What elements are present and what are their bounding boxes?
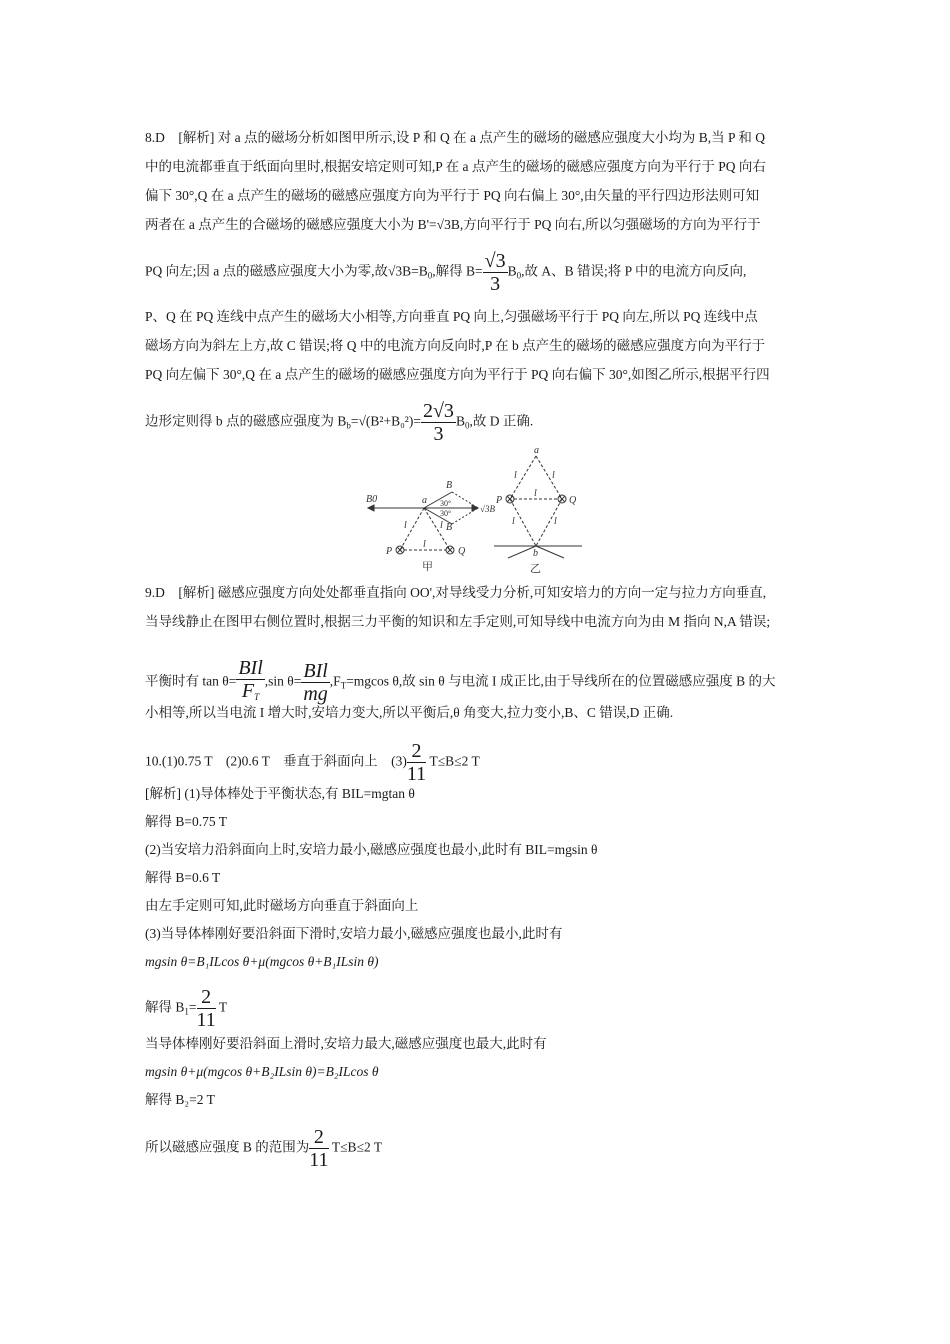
label-a-yi: a bbox=[534, 445, 539, 456]
q10-b1-fraction bbox=[197, 986, 216, 1031]
label-l-yi-3: l bbox=[534, 488, 537, 499]
q8-line-2: 中的电流都垂直于纸面向里时,根据安培定则可知,P 在 a 点产生的磁场的磁感应强度方向为平行于 PQ 向右 bbox=[145, 159, 766, 174]
q9-ft-sub: T bbox=[340, 680, 347, 691]
q10-head-num: 2 bbox=[407, 740, 426, 763]
q10-line-11: 解得 B₂=2 T bbox=[145, 1092, 215, 1107]
q8-frac2-num: 2√3 bbox=[422, 400, 454, 422]
label-a-jia: a bbox=[422, 495, 427, 506]
q9-line-3-text-d: =mgcos θ,故 sin θ 与电流 I 成正比,由于导线所在的位置磁感应强度 B 的大 bbox=[346, 673, 776, 689]
q8-line-5 bbox=[145, 250, 810, 295]
q9-f2-den: mg bbox=[303, 683, 328, 705]
dash-a-to-q-yi bbox=[536, 456, 562, 499]
q9-line-3-text-c: ,F bbox=[329, 673, 341, 689]
q8-line-5-text-c: B bbox=[507, 263, 517, 279]
label-l-yi-5: l bbox=[554, 516, 557, 527]
label-l-yi-2: l bbox=[552, 470, 555, 481]
q9-fraction-tan bbox=[236, 657, 264, 708]
b0-arrowhead bbox=[368, 505, 374, 511]
q10-range-fraction bbox=[309, 1126, 328, 1171]
parallelogram-dash-2 bbox=[452, 508, 478, 524]
label-angle-30-upper: 30° bbox=[440, 499, 452, 508]
q9-line-3-text-b: ,sin θ= bbox=[264, 673, 302, 689]
q9-f1-num: BIl bbox=[238, 657, 263, 679]
q10-head-text-a: 10.(1)0.75 T (2)0.6 T 垂直于斜面向上 (3) bbox=[145, 753, 407, 769]
q9-f1-den-main: F bbox=[241, 680, 255, 702]
label-l-yi-1: l bbox=[514, 470, 517, 481]
q9-f2-num: BIl bbox=[303, 660, 328, 682]
q10-head bbox=[145, 740, 810, 785]
b-arrow-right bbox=[536, 546, 564, 558]
q10-line-8-text-a: 解得 B bbox=[145, 999, 185, 1015]
q8-line-5-text-d: ,故 A、B 错误;将 P 中的电流方向反向, bbox=[521, 263, 747, 279]
q10-line-4: 解得 B=0.6 T bbox=[145, 870, 221, 885]
q10-b1-num: 2 bbox=[197, 986, 216, 1009]
q10-line-1: [解析] (1)导体棒处于平衡状态,有 BIL=mgtan θ bbox=[145, 786, 415, 801]
q8-line-9-text-d: ,故 D 正确. bbox=[469, 413, 534, 429]
b-arrow-left bbox=[508, 546, 536, 558]
parallelogram-dash-1 bbox=[452, 492, 478, 508]
q8-line-5-text-a: PQ 向左;因 a 点的磁感应强度大小为零,故√3B=B bbox=[145, 263, 428, 279]
label-l-right: l bbox=[440, 520, 443, 531]
label-angle-30-lower: 30° bbox=[440, 509, 452, 518]
q9-line-3-text-a: 平衡时有 tan θ= bbox=[145, 673, 237, 689]
q10-line-2: 解得 B=0.75 T bbox=[145, 814, 227, 829]
caption-yi: 乙 bbox=[530, 563, 541, 575]
q9-line-2: 当导线静止在图甲右侧位置时,根据三力平衡的知识和左手定则,可知导线中电流方向为由 M 指向 N,A 错误; bbox=[145, 614, 771, 629]
q8-line-9-text-b: =√(B²+B₀²)= bbox=[350, 413, 421, 429]
q8-frac-den: 3 bbox=[490, 273, 501, 295]
q9-line-3 bbox=[145, 657, 810, 708]
q10-line-12 bbox=[145, 1126, 810, 1171]
label-p-yi: P bbox=[496, 495, 503, 506]
q8-line-6: P、Q 在 PQ 连线中点产生的磁场大小相等,方向垂直 PQ 向上,匀强磁场平行于 PQ 向左,所以 PQ 连线中点 bbox=[145, 309, 758, 324]
q10-head-fraction bbox=[407, 740, 426, 785]
q10-line-3: (2)当安培力沿斜面向上时,安培力最小,磁感应强度也最小,此时有 BIL=mgsin θ bbox=[145, 842, 598, 857]
q8-line-5-text-b: ,解得 B= bbox=[432, 263, 483, 279]
q10-range-den: 11 bbox=[309, 1149, 329, 1171]
q8-b0-sub-3: 0 bbox=[464, 420, 470, 431]
q8-b0-sub: 0 bbox=[427, 270, 433, 281]
q10-line-5: 由左手定则可知,此时磁场方向垂直于斜面向上 bbox=[145, 898, 419, 913]
label-l-bottom: l bbox=[423, 539, 426, 550]
label-q-yi: Q bbox=[569, 495, 577, 506]
q10-line-10: mgsin θ+μ(mgcos θ+B₂ILsin θ)=B₂ILcos θ bbox=[145, 1064, 379, 1079]
q10-line-7: mgsin θ=B₁ILcos θ+μ(mgcos θ+B₁ILsin θ) bbox=[145, 954, 379, 969]
label-q-jia: Q bbox=[458, 546, 466, 557]
q8-line-8: PQ 向左偏下 30°,Q 在 a 点产生的磁场的磁感应强度方向为平行于 PQ 向右偏下 30°,如图乙所示,根据平行四 bbox=[145, 367, 770, 382]
q9-fraction-sin bbox=[301, 660, 329, 705]
q8-b0-sub-2: 0 bbox=[516, 270, 522, 281]
label-b-yi: b bbox=[533, 548, 538, 559]
label-b-top: B bbox=[446, 480, 453, 491]
label-sqrt3b: √3B bbox=[480, 504, 495, 514]
q8-fraction-2sqrt3-over-3 bbox=[421, 400, 456, 445]
q10-b1-den: 11 bbox=[196, 1009, 216, 1031]
q8-line-4: 两者在 a 点产生的合磁场的磁感应强度大小为 B'=√3B,方向平行于 PQ 向右,所以匀强磁场的方向为平行于 bbox=[145, 217, 761, 232]
figure-yi bbox=[484, 442, 594, 576]
q10-head-text-b: T≤B≤2 T bbox=[426, 753, 480, 769]
label-b-bottom: B bbox=[446, 522, 453, 533]
dash-q-to-b bbox=[536, 499, 562, 546]
q8-line-9-text-a: 边形定则得 b 点的磁感应强度为 B bbox=[145, 413, 347, 429]
q8-frac-num: √3 bbox=[484, 250, 506, 272]
q9-line-1: 9.D [解析] 磁感应强度方向处处都垂直指向 OO',对导线受力分析,可知安培力的方向一定与拉力方向垂直, bbox=[145, 585, 767, 600]
q10-head-den: 11 bbox=[406, 763, 427, 785]
q8-line-1: 8.D [解析] 对 a 点的磁场分析如图甲所示,设 P 和 Q 在 a 点产生的磁场的磁感应强度大小均为 B,当 P 和 Q bbox=[145, 130, 765, 145]
q10-line-8 bbox=[145, 986, 810, 1031]
q8-fraction-sqrt3-over-3 bbox=[483, 250, 508, 295]
q8-line-3: 偏下 30°,Q 在 a 点产生的磁场的磁感应强度方向为平行于 PQ 向右偏上 30°,由矢量的平行四边形法则可知 bbox=[145, 188, 760, 203]
q8-line-9-text-c: B bbox=[455, 413, 465, 429]
q8-bb-sub: b bbox=[346, 420, 351, 431]
label-l-yi-4: l bbox=[512, 516, 515, 527]
caption-jia: 甲 bbox=[422, 561, 433, 573]
label-l-left: l bbox=[404, 520, 407, 531]
q8-frac2-den: 3 bbox=[433, 423, 444, 445]
q10-line-12-text-b: T≤B≤2 T bbox=[328, 1139, 383, 1155]
label-b0: B0 bbox=[366, 494, 378, 505]
q8-line-7: 磁场方向为斜左上方,故 C 错误;将 Q 中的电流方向反向时,P 在 b 点产生的磁场的磁感应强度方向为平行于 bbox=[145, 338, 766, 353]
label-p-jia: P bbox=[386, 546, 393, 557]
q10-line-9: 当导体棒刚好要沿斜面上滑时,安培力最大,磁感应强度也最大,此时有 bbox=[145, 1036, 547, 1051]
q10-line-8-text-c: T bbox=[215, 999, 228, 1015]
q10-line-8-text-b: = bbox=[188, 999, 197, 1015]
q9-f1-den-sub: T bbox=[254, 692, 260, 702]
figure-jia bbox=[360, 468, 503, 578]
q8-line-9 bbox=[145, 400, 810, 445]
q10-line-6: (3)当导体棒刚好要沿斜面下滑时,安培力最小,磁感应强度也最小,此时有 bbox=[145, 926, 563, 941]
q10-b1-sub: 1 bbox=[184, 1006, 189, 1017]
q10-line-12-text-a: 所以磁感应强度 B 的范围为 bbox=[145, 1139, 310, 1155]
q9-line-4: 小相等,所以当电流 I 增大时,安培力变大,所以平衡后,θ 角变大,拉力变小,B、C 错误,D 正确. bbox=[145, 705, 674, 720]
q10-range-num: 2 bbox=[309, 1126, 328, 1149]
